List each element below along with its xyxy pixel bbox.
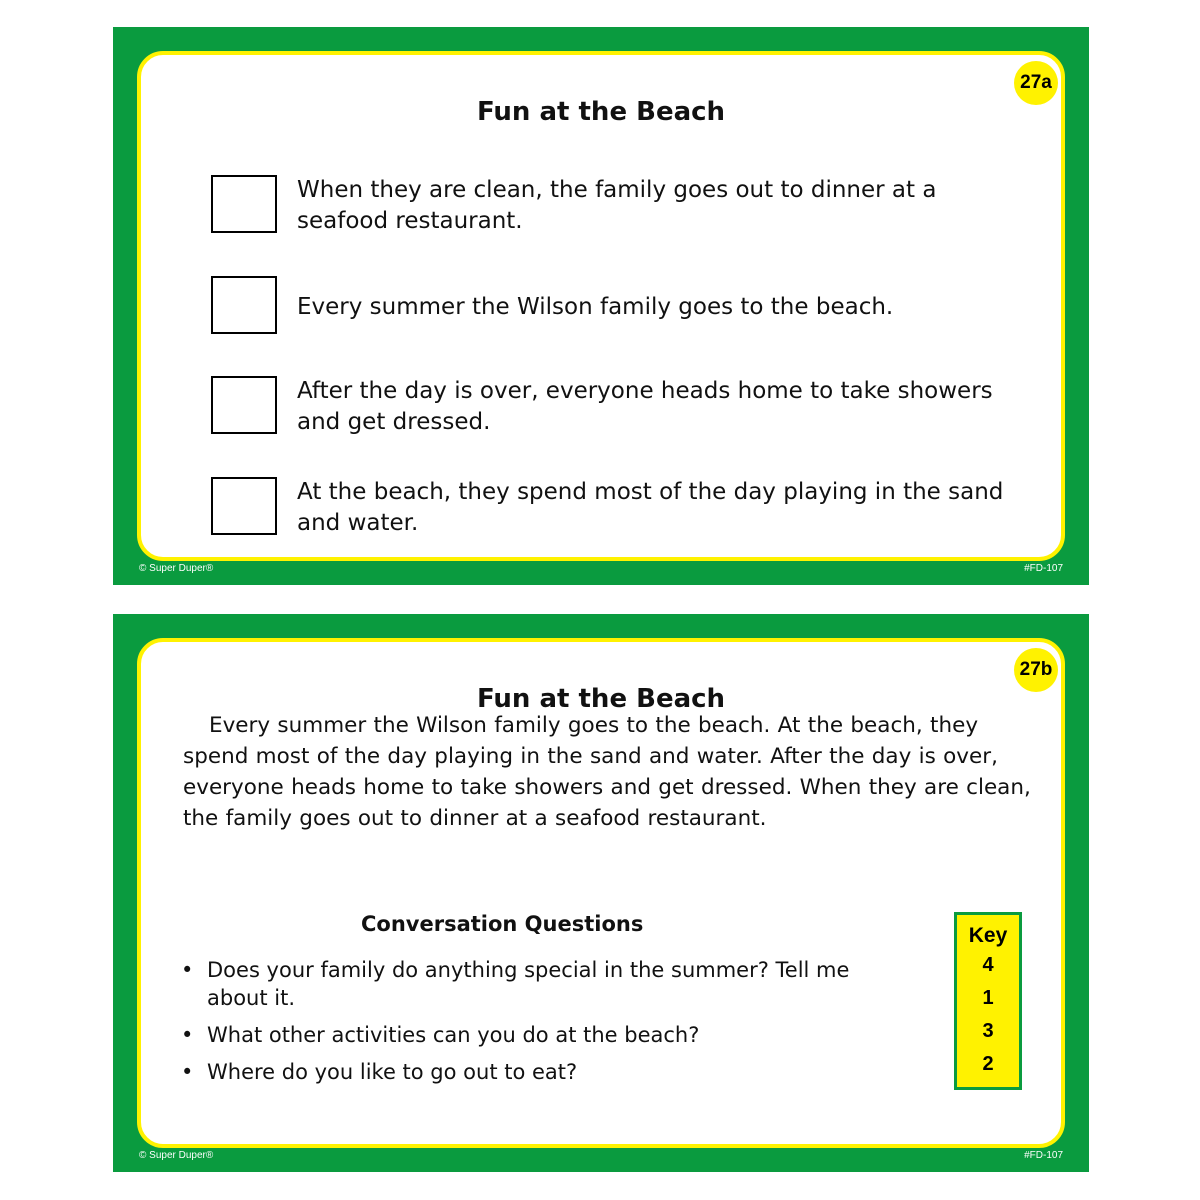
question-item (181, 956, 901, 1012)
card-title: Fun at the Beach (476, 97, 726, 127)
answer-checkbox[interactable] (211, 477, 277, 535)
question-text: What other activities can you do at the beach? (207, 1023, 700, 1047)
card-27a (113, 27, 1089, 585)
sequence-item-text: At the beach, they spend most of the day playing in the sand and water. (297, 479, 1004, 536)
answer-key-value: 3 (982, 1020, 994, 1042)
answer-key-value: 4 (982, 954, 994, 976)
copyright-footer: © Super Duper® (139, 1150, 214, 1161)
question-text: Where do you like to go out to eat? (207, 1060, 578, 1084)
question-item (181, 1058, 901, 1086)
sequence-item (187, 376, 1007, 438)
sequence-item-text: After the day is over, everyone heads home to take showers and get dressed. (297, 378, 993, 435)
product-code-footer: #FD-107 (1024, 1150, 1063, 1161)
product-code-footer: #FD-107 (1024, 563, 1063, 574)
bullet-icon: • (181, 958, 194, 982)
answer-checkbox[interactable] (211, 276, 277, 334)
copyright-footer: © Super Duper® (139, 563, 214, 574)
sequence-item-text: When they are clean, the family goes out to dinner at a seafood restaurant. (297, 177, 937, 234)
answer-checkbox[interactable] (211, 175, 277, 233)
card-number-badge: 27a (1014, 61, 1058, 105)
answer-key-value: 1 (982, 987, 994, 1009)
bullet-icon: • (181, 1023, 194, 1047)
conversation-questions-list (181, 956, 901, 1095)
answer-checkbox[interactable] (211, 376, 277, 434)
card-27b-panel (137, 638, 1065, 1148)
card-27b (113, 614, 1089, 1172)
conversation-questions-heading: Conversation Questions (361, 912, 644, 936)
sequence-item (187, 276, 1007, 338)
sequence-item (187, 175, 1007, 237)
card-number-badge: 27b (1014, 648, 1058, 692)
sequence-item-text: Every summer the Wilson family goes to the beach. (297, 293, 894, 320)
answer-key-title: Key (968, 924, 1008, 947)
card-title: Fun at the Beach (476, 684, 726, 714)
story-passage: Every summer the Wilson family goes to the beach. At the beach, they spend most of the day playing in the sand and water. After the day is over, everyone heads home to take showers and get dressed. When they are clean, the family goes out to dinner at a seafood restaurant. (183, 713, 1031, 831)
card-27a-panel (137, 51, 1065, 561)
answer-key-value: 2 (982, 1053, 994, 1075)
question-text: Does your family do anything special in the summer? Tell me about it. (207, 958, 850, 1010)
bullet-icon: • (181, 1060, 194, 1084)
sequence-item (187, 477, 1007, 539)
answer-key (954, 912, 1022, 1090)
question-item (181, 1021, 901, 1049)
